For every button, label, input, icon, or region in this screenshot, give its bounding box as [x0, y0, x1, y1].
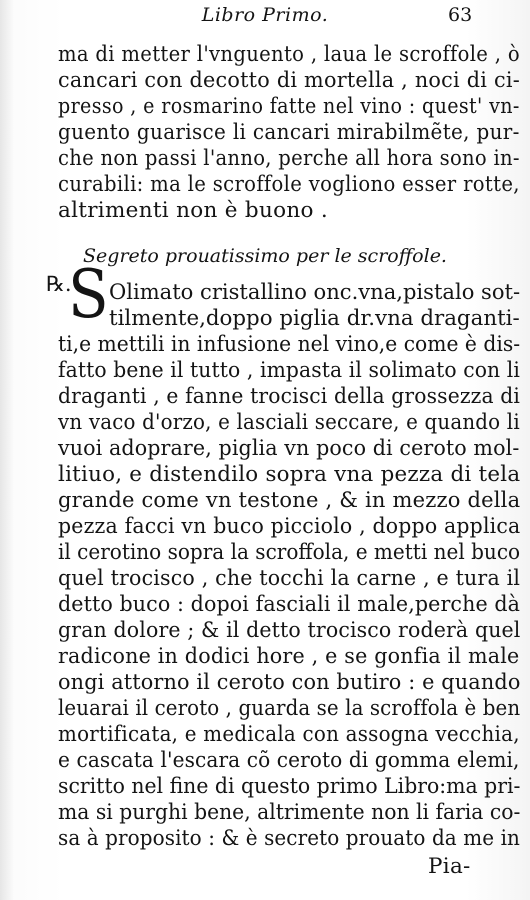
text-line: tilmente,doppo piglia dr.vna draganti- [109, 306, 520, 331]
text-line: presso , e rosmarino fatte nel vino : quest' vn- [58, 94, 520, 119]
text-line: altrimenti non è buono . [58, 198, 329, 223]
text-line: detto buco : dopoi fasciali il male,perche dà [58, 592, 521, 617]
text-line: ongi attorno il ceroto con butiro : e quando [58, 670, 521, 695]
text-line: draganti , e fanne trocisci della grossezza di [58, 384, 521, 409]
text-line: curabili: ma le scroffole vogliono esser rotte, [58, 172, 520, 197]
text-line: cancari con decotto di mortella , noci di ci- [58, 68, 520, 93]
text-line: gran dolore ; & il detto trocisco roderà quel [58, 618, 521, 643]
text-line: radicone in dodici hore , e se gonfia il male [58, 644, 520, 669]
text-line: guento guarisce li cancari mirabilmẽte, pur- [58, 120, 520, 145]
text-line: vuoi adoprare, piglia vn poco di ceroto mol- [58, 436, 520, 461]
running-head: Libro Primo. [201, 4, 329, 26]
text-line: il cerotino sopra la scroffola, e metti nel buco [58, 540, 521, 565]
text-line: fatto bene il tutto , impasta il solimato con li [58, 358, 520, 383]
text-line: sa à proposito : & è secreto prouato da me in [58, 826, 520, 851]
text-line: ma si purghi bene, altrimente non li faria co- [58, 800, 521, 825]
text-line: e cascata l'escara cõ ceroto di gomma elemi, [58, 748, 520, 773]
drop-cap: S [68, 256, 109, 333]
text-line: mortificata, e medicala con assogna vecchia, [58, 722, 520, 747]
text-line: litiuo, e distendilo sopra vna pezza di tela [58, 462, 521, 487]
recipe-symbol: ℞. [46, 272, 72, 296]
catchword: Pia- [428, 854, 471, 879]
text-line: Olimato cristallino onc.vna,pistalo sot- [109, 280, 521, 305]
text-line: ti,e mettili in infusione nel vino,e come è dis- [58, 332, 521, 357]
text-line: vn vaco d'orzo, e lasciali seccare, e quando li [58, 410, 520, 435]
text-line: ma di metter l'vnguento , laua le scroffole , ò [58, 42, 520, 67]
page-gutter-shadow [0, 0, 14, 900]
page-number: 63 [448, 4, 473, 26]
text-line: leuarai il ceroto , guarda se la scroffola è ben [58, 696, 521, 721]
text-line: quel trocisco , che tocchi la carne , e tura il [58, 566, 521, 591]
text-line: che non passi l'anno, perche all hora sono in- [58, 146, 520, 171]
text-line: scritto nel fine di questo primo Libro:ma pri- [58, 774, 521, 799]
text-line: grande come vn testone , & in mezzo della [58, 488, 521, 513]
section-heading: Segreto prouatissimo per le scroffole. [83, 245, 447, 267]
text-line: pezza facci vn buco picciolo , doppo applica [58, 514, 521, 539]
